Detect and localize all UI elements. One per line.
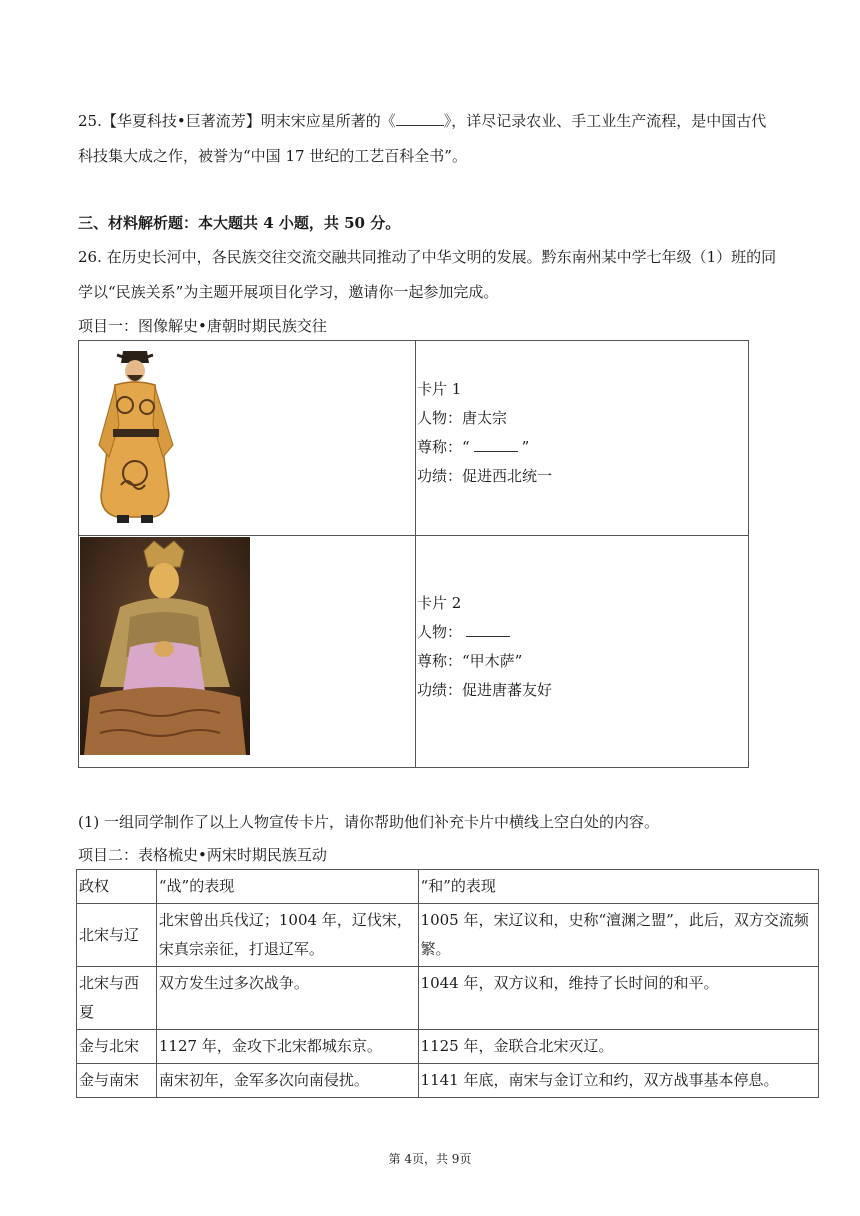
table-cell: 北宋曾出兵伐辽；1004 年，辽伐宋，宋真宗亲征，打退辽军。	[156, 904, 418, 967]
table-cell: 金与北宋	[77, 1030, 157, 1064]
table-divider	[415, 341, 416, 767]
table-cell: 1141 年底，南宋与金订立和约，双方战事基本停息。	[418, 1064, 818, 1098]
q26-line-1: 26. 在历史长河中，各民族交往交流交融共同推动了中华文明的发展。黔东南州某中学七年级（1）班的同	[78, 248, 777, 266]
q25-blank	[396, 125, 444, 126]
table-row	[77, 967, 819, 1030]
card-1-blank	[474, 451, 518, 452]
table-row	[77, 904, 819, 967]
table-divider	[79, 535, 748, 536]
wencheng-statue-image	[80, 537, 250, 755]
relations-table	[76, 869, 819, 1098]
table-cell: 北宋与辽	[77, 904, 157, 967]
table-cell: 1125 年，金联合北宋灭辽。	[418, 1030, 818, 1064]
table-cell: 双方发生过多次战争。	[156, 967, 418, 1030]
card-2-person: 人物：	[417, 622, 552, 651]
table-header: 政权	[77, 870, 157, 904]
table-header: “战”的表现	[156, 870, 418, 904]
table-row	[77, 1064, 819, 1098]
cards-table	[78, 340, 749, 768]
card-1-achievement: 功绩：促进西北统一	[417, 467, 553, 485]
table-cell: 1044 年，双方议和，维持了长时间的和平。	[418, 967, 818, 1030]
table-cell: 1127 年，金攻下北宋都城东京。	[156, 1030, 418, 1064]
card-1	[417, 379, 552, 495]
sub-question-1: (1) 一组同学制作了以上人物宣传卡片，请你帮助他们补充卡片中横线上空白处的内容。	[78, 813, 660, 831]
table-cell: 1005 年，宋辽议和，史称“澶渊之盟”，此后，双方交流频繁。	[418, 904, 818, 967]
table-cell: 南宋初年，金军多次向南侵扰。	[156, 1064, 418, 1098]
card-1-person: 人物：唐太宗	[417, 409, 508, 427]
card-2-achievement: 功绩：促进唐蕃友好	[417, 681, 553, 699]
table-header-row	[77, 870, 819, 904]
q25-line-1: 25.【华夏科技•巨著流芳】明末宋应星所著的《 》，详尽记录农业、手工业生产流程，是中国古代	[78, 112, 767, 130]
table-row	[77, 1030, 819, 1064]
card-2-title: 卡片 2	[417, 594, 462, 612]
card-2-blank	[466, 636, 510, 637]
table-header: “和”的表现	[418, 870, 818, 904]
project-1-heading: 项目一：图像解史•唐朝时期民族交往	[78, 317, 327, 335]
table-cell: 金与南宋	[77, 1064, 157, 1098]
project-2-heading: 项目二：表格梳史•两宋时期民族互动	[78, 846, 327, 864]
card-2	[417, 593, 552, 709]
q26-line-2: 学以“民族关系”为主题开展项目化学习，邀请你一起参加完成。	[78, 283, 499, 301]
card-2-honor: 尊称：“甲木萨”	[417, 652, 523, 670]
q25-line-2: 科技集大成之作，被誉为“中国 17 世纪的工艺百科全书”。	[78, 147, 467, 165]
page-footer: 第 4页，共 9页	[388, 1152, 472, 1166]
card-1-title: 卡片 1	[417, 380, 462, 398]
card-1-honor: 尊称：“ ”	[417, 438, 530, 456]
section-title: 三、材料解析题：本大题共 4 小题，共 50 分。	[78, 214, 401, 232]
tang-taizong-image	[95, 345, 177, 527]
table-cell: 北宋与西夏	[77, 967, 157, 1030]
